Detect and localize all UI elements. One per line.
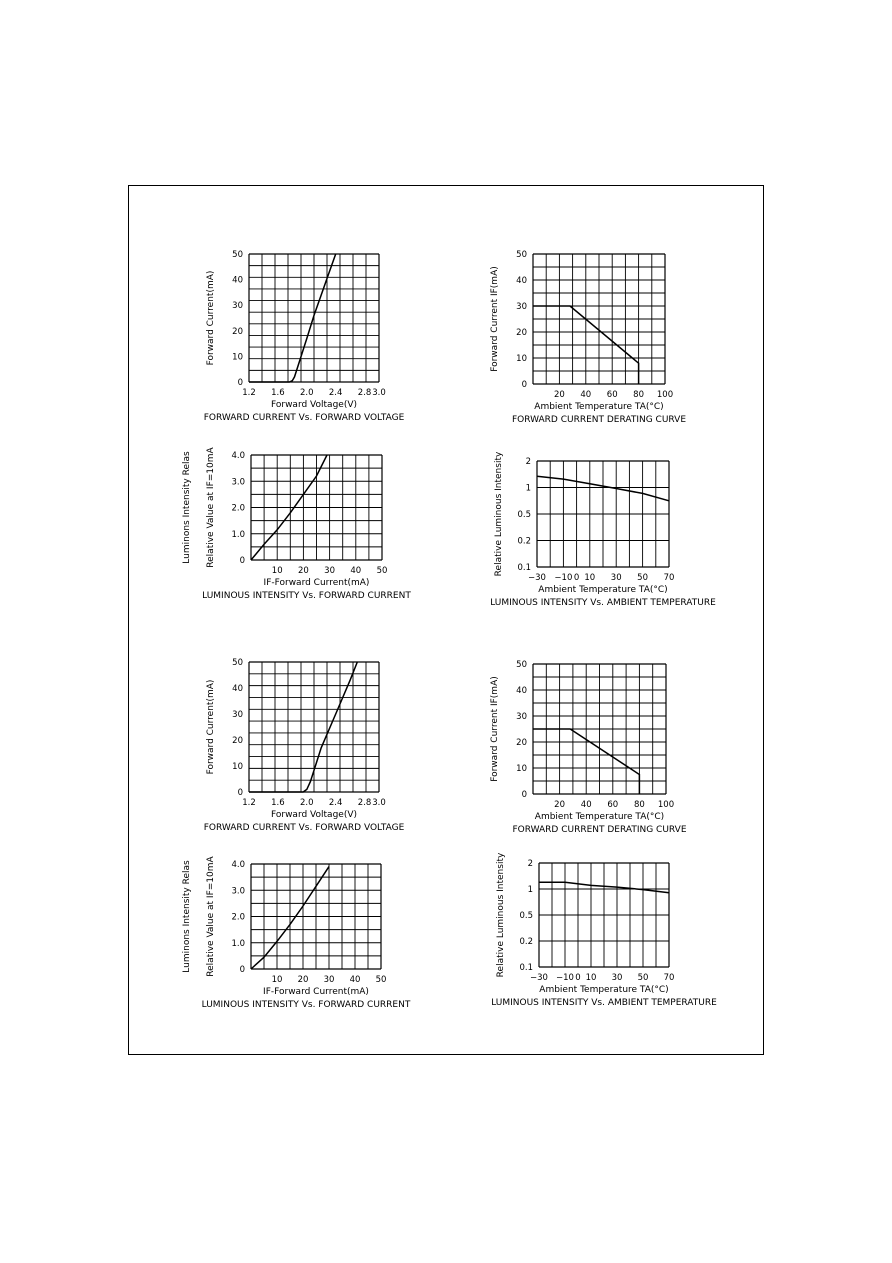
x-axis-label: Ambient Temperature TA(°C) — [538, 585, 668, 595]
y-axis-label: Relative Luminous Intensity — [496, 852, 506, 978]
y-tick-label: 50 — [232, 250, 243, 260]
x-tick-label: 40 — [350, 566, 362, 576]
y-tick-label: 10 — [232, 762, 243, 772]
y-tick-label: 50 — [516, 250, 527, 260]
y-tick-label: 0 — [237, 378, 243, 388]
x-tick-label: 2.8 — [357, 798, 372, 808]
x-tick-label: 70 — [663, 973, 675, 983]
y-axis-label: Luminons Intensity Relas — [182, 860, 192, 973]
x-tick-label: 1.2 — [242, 388, 256, 398]
y-tick-label: 0.5 — [519, 911, 533, 921]
y-axis-label: Relative Value at IF=10mA — [206, 856, 216, 977]
x-tick-label: 30 — [611, 973, 623, 983]
x-tick-label: 10 — [585, 973, 597, 983]
chart-title: LUMINOUS INTENSITY Vs. FORWARD CURRENT — [202, 591, 411, 601]
x-tick-label: 2.0 — [300, 798, 314, 808]
x-tick-label: 2.4 — [328, 798, 343, 808]
y-tick-label: 0 — [237, 788, 243, 798]
x-tick-label: 1.2 — [242, 798, 256, 808]
x-tick-label: 50 — [637, 973, 649, 983]
y-tick-label: 2 — [527, 859, 533, 869]
y-tick-label: 1 — [525, 483, 531, 494]
y-tick-label: 30 — [516, 712, 527, 722]
x-tick-label: 0 — [575, 973, 581, 983]
x-tick-label: 1.6 — [271, 388, 285, 398]
y-tick-label: 2.0 — [231, 503, 245, 514]
y-tick-label: 50 — [232, 658, 243, 668]
y-tick-label: 40 — [516, 276, 527, 286]
x-tick-label: 70 — [663, 573, 675, 583]
x-tick-label: 20 — [297, 975, 309, 985]
y-tick-label: 40 — [232, 684, 243, 694]
y-tick-label: 0.5 — [517, 510, 531, 520]
x-tick-label: 2.8 — [357, 388, 372, 398]
x-tick-label: 30 — [610, 573, 622, 583]
y-tick-label: 1.0 — [231, 938, 245, 949]
x-tick-label: 40 — [349, 975, 361, 985]
chart-title: LUMINOUS INTENSITY Vs. AMBIENT TEMPERATURE — [491, 998, 717, 1008]
y-tick-label: 30 — [232, 301, 243, 312]
x-tick-label: −30 — [528, 573, 546, 583]
y-axis-label: Relative Luminous Intensity — [494, 451, 504, 577]
x-tick-label: 20 — [297, 566, 309, 576]
y-tick-label: 4.0 — [231, 860, 245, 870]
series-line — [249, 662, 357, 792]
x-axis-label: IF-Forward Current(mA) — [263, 987, 369, 997]
y-tick-label: 1 — [527, 885, 533, 895]
x-tick-label: 1.6 — [271, 798, 285, 808]
x-tick-label: 3.0 — [372, 388, 386, 398]
x-tick-label: 80 — [633, 800, 645, 810]
y-tick-label: 1.0 — [231, 529, 245, 540]
x-tick-label: 60 — [607, 800, 619, 810]
y-tick-label: 0.2 — [517, 536, 531, 547]
x-tick-label: 40 — [580, 390, 592, 400]
y-tick-label: 30 — [516, 302, 527, 312]
y-axis-label: Forward Current IF(mA) — [490, 676, 500, 782]
chart-title: LUMINOUS INTENSITY Vs. FORWARD CURRENT — [201, 1000, 411, 1010]
x-tick-label: 2.0 — [300, 388, 314, 398]
y-axis-label: Forward Current(mA) — [206, 270, 216, 366]
x-tick-label: 50 — [637, 573, 649, 583]
y-tick-label: 0 — [239, 556, 245, 566]
chart-title: LUMINOUS INTENSITY Vs. AMBIENT TEMPERATURE — [490, 598, 716, 608]
x-tick-label: 80 — [633, 390, 645, 400]
y-tick-label: 10 — [516, 354, 527, 364]
y-tick-label: 30 — [232, 710, 243, 720]
y-tick-label: 0 — [521, 790, 527, 800]
x-tick-label: 100 — [657, 800, 675, 810]
x-tick-label: 10 — [584, 573, 596, 583]
x-tick-label: −10 — [554, 573, 573, 583]
y-tick-label: 3.0 — [231, 886, 245, 897]
x-tick-label: 3.0 — [372, 798, 386, 808]
y-tick-label: 50 — [516, 660, 527, 670]
x-axis-label: IF-Forward Current(mA) — [263, 578, 370, 588]
y-tick-label: 0.1 — [517, 563, 531, 573]
x-tick-label: 30 — [324, 566, 336, 576]
chart-title: FORWARD CURRENT DERATING CURVE — [511, 415, 687, 425]
x-tick-label: 20 — [553, 390, 565, 400]
y-tick-label: 10 — [516, 764, 527, 774]
y-tick-label: 10 — [232, 352, 243, 363]
y-tick-label: 2 — [525, 457, 531, 467]
y-axis-label: Luminons Intensity Relas — [182, 451, 192, 564]
y-tick-label: 4.0 — [231, 451, 245, 461]
x-tick-label: 2.4 — [328, 388, 343, 398]
x-tick-label: 10 — [271, 975, 283, 985]
x-axis-label: Ambient Temperature TA(°C) — [534, 812, 665, 822]
y-tick-label: 0.1 — [519, 963, 533, 973]
x-axis-label: Forward Voltage(V) — [271, 810, 357, 820]
x-tick-label: 20 — [554, 800, 566, 810]
y-tick-label: 0 — [521, 380, 527, 390]
x-axis-label: Ambient Temperature TA(°C) — [534, 402, 664, 412]
y-axis-label: Relative Value at IF=10mA — [206, 447, 216, 568]
y-tick-label: 20 — [516, 738, 527, 748]
y-axis-label: Forward Current(mA) — [206, 679, 216, 775]
x-tick-label: 100 — [656, 390, 674, 400]
chart-title: FORWARD CURRENT DERATING CURVE — [512, 825, 687, 835]
y-tick-label: 3.0 — [231, 477, 245, 488]
y-tick-label: 20 — [232, 736, 243, 746]
x-tick-label: 40 — [580, 800, 592, 810]
chart-title: FORWARD CURRENT Vs. FORWARD VOLTAGE — [203, 823, 405, 833]
x-tick-label: −30 — [530, 973, 548, 983]
y-axis-label: Forward Current IF(mA) — [490, 266, 500, 372]
y-tick-label: 20 — [232, 326, 243, 337]
y-tick-label: 2.0 — [231, 912, 245, 923]
x-tick-label: 50 — [375, 975, 387, 985]
x-tick-label: 30 — [323, 975, 335, 985]
x-axis-label: Forward Voltage(V) — [271, 400, 357, 410]
x-tick-label: 0 — [573, 573, 580, 583]
x-tick-label: 50 — [376, 566, 388, 576]
y-tick-label: 40 — [516, 686, 527, 696]
y-tick-label: 0 — [239, 965, 245, 975]
y-tick-label: 20 — [516, 328, 527, 338]
chart-title: FORWARD CURRENT Vs. FORWARD VOLTAGE — [203, 413, 405, 423]
x-tick-label: 60 — [606, 390, 618, 400]
x-axis-label: Ambient Temperature TA(°C) — [539, 985, 669, 995]
x-tick-label: −10 — [556, 973, 574, 983]
x-tick-label: 10 — [271, 566, 283, 576]
y-tick-label: 40 — [232, 275, 243, 286]
y-tick-label: 0.2 — [519, 937, 533, 947]
